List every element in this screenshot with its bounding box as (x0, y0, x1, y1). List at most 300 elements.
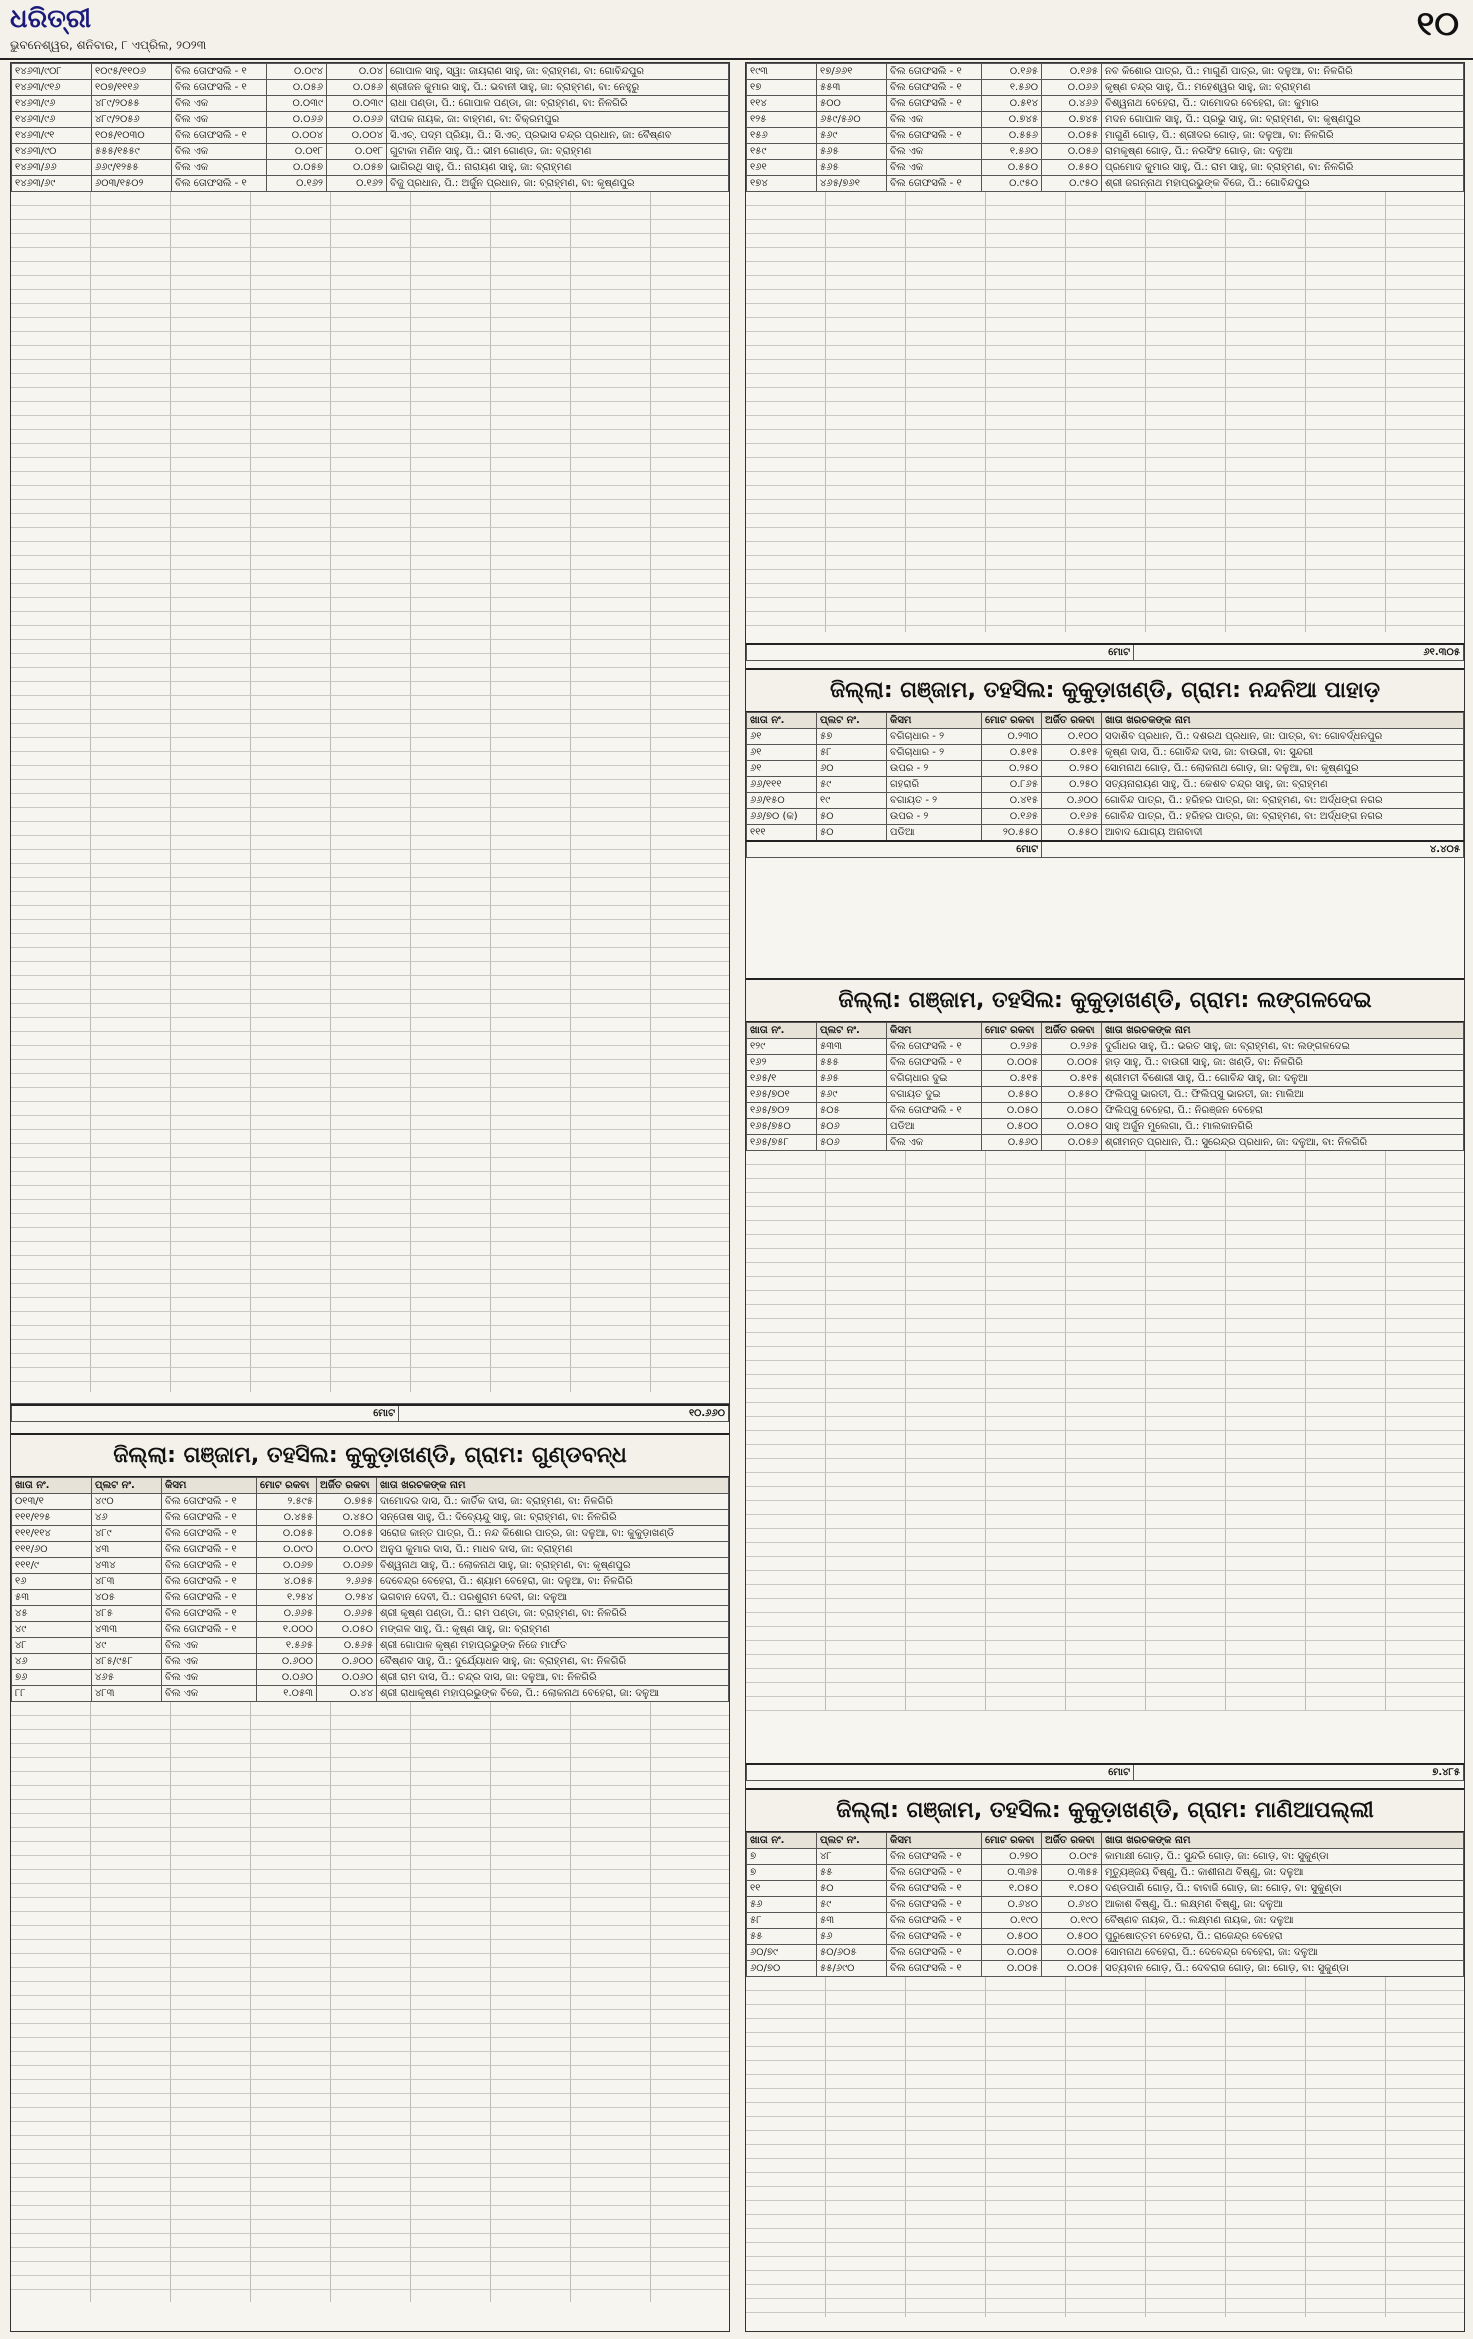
table-cell: ୦.୫୫୬ (982, 128, 1042, 144)
column-header: ମୋଟ ରକବା (982, 1023, 1042, 1039)
table-cell: ୦.୦୯୫ (1042, 1849, 1102, 1865)
table-cell: ୦.୧୬୫ (982, 64, 1042, 80)
table-cell: ସନ୍ତୋଷ ସାହୁ, ପି.: ଦିବ୍ୟେନ୍ଦୁ ସାହୁ, ଜା: ବ୍ରାହ୍ମଣ, ବା: ନିଳଗିରି (377, 1510, 729, 1526)
table-cell: ୦.୧୦୦ (1042, 729, 1102, 745)
table-cell: ୧୪୬୩/୯୧୬ (12, 80, 92, 96)
table-cell: ୦.୦୫୦ (317, 1622, 377, 1638)
left-top-total (11, 1403, 729, 1428)
table-cell: ୫୬ (747, 1897, 817, 1913)
total-value: ୭.୪୮୫ (1134, 1764, 1464, 1781)
table-cell: ୦.୦୫୦ (1042, 1103, 1102, 1119)
table-row (747, 96, 1464, 112)
table-cell: ବିଲ ତୋଫସଲି - ୧ (887, 1103, 982, 1119)
table-cell: ୦.୧୬୫ (1042, 809, 1102, 825)
right-s3-total (746, 1763, 1464, 1783)
table-cell: ୦.୫୬୦ (982, 1135, 1042, 1151)
table-cell: ଶ୍ରୀମନ୍ତ ପ୍ରଧାନ, ପି.: ସୁରେନ୍ଦ୍ର ପ୍ରଧାନ, ଜା: ଦଳୁଆ, ବା: ନିଳଗିରି (1102, 1135, 1464, 1151)
table-cell: ୦.୪୫୦ (317, 1510, 377, 1526)
column-header: ଖାତା ନଂ. (747, 1833, 817, 1849)
table-cell: ୫୬୯ (817, 1087, 887, 1103)
table-cell: ୦.୦୬୦ (317, 1670, 377, 1686)
table-cell: ୦.୦୫୭ (267, 160, 327, 176)
table-cell: ୫୩୩ (817, 1039, 887, 1055)
table-row (747, 729, 1464, 745)
table-cell: ବଗିଚାଧାର - ୨ (887, 729, 982, 745)
table-cell: ୦.୦୯୦ (257, 1542, 317, 1558)
table-cell: ଶ୍ରୀଜନ କୁମାର ସାହୁ, ପି.: ଭବାନୀ ସାହୁ, ଜା: ବ୍ରାହ୍ମଣ, ବା: ନେହୁରୁ (387, 80, 729, 96)
table-cell: ୦.୫୫୦ (1042, 825, 1102, 842)
table-cell: ରାମକୃଷ୍ଣ ଗୋଡ଼, ପି.: ନରସିଂହ ଗୋଡ଼, ଜା: ଦଳୁଆ (1102, 144, 1464, 160)
table-cell: ଶ୍ରୀ ଗୋପାଳ କୃଷ୍ଣ ମହାପ୍ରଭୁଙ୍କ ନିଜେ ମାର୍ଫତ (377, 1638, 729, 1654)
table-cell: ହାଡ଼ ସାହୁ, ପି.: ବାଉରୀ ସାହୁ, ଜା: ଖଣ୍ଡି, ବା: ନିଳଗିରି (1102, 1055, 1464, 1071)
table-row (747, 1087, 1464, 1103)
table-cell: ବଗାୟତ ଦୁଇ (887, 1087, 982, 1103)
table-cell: ୦.୭୫୫ (317, 1494, 377, 1510)
column-header: କିସମ (887, 1833, 982, 1849)
table-cell: ୦.୦୫୦ (1042, 1119, 1102, 1135)
table-cell: ୦.୦୬୭ (317, 1558, 377, 1574)
table-cell: ୧୧୧/୧୨୫ (12, 1510, 92, 1526)
table-row (12, 96, 729, 112)
table-cell: ବିଲ ତୋଫସଲି - ୧ (887, 1961, 982, 1977)
table-cell: ୨୦.୫୫୦ (982, 825, 1042, 842)
table-cell: ୪୮୯/୨୦୫୬ (92, 112, 172, 128)
table-cell: ୦.୧୬୨ (327, 176, 387, 192)
column-header: କିସମ (887, 1023, 982, 1039)
table-cell: ବିଲ ତୋଫସଲି - ୧ (887, 64, 982, 80)
table-row (747, 80, 1464, 96)
table-cell: ୪୮୫/୯୫୮ (92, 1654, 162, 1670)
table-row (747, 777, 1464, 793)
column-header: ଖାତା ନଂ. (747, 713, 817, 729)
column-header: ଖାତା ନଂ. (12, 1478, 92, 1494)
table-cell: ସଦାଶିବ ପ୍ରଧାନ, ପି.: ଦଶରଥ ପ୍ରଧାନ, ଜା: ପାତ୍ର, ବା: ଗୋବର୍ଦ୍ଧନପୁର (1102, 729, 1464, 745)
column-header: ପ୍ଲଟ ନଂ. (817, 1023, 887, 1039)
table-cell: ୪୩ (92, 1542, 162, 1558)
table-cell: ୪୯୦ (92, 1494, 162, 1510)
table-cell: ଦଣ୍ଡପାଣି ଗୋଡ଼, ପି.: ବାବାଜି ଗୋଡ଼, ଜା: ଗୋଡ଼, ବା: ସୁକୁଣ୍ଡା (1102, 1881, 1464, 1897)
table-cell: ୪୮୩ (92, 1574, 162, 1590)
table-cell: ଶ୍ରୀମତୀ ବିଶୋରୀ ସାହୁ, ପି.: ଗୋବିନ୍ଦ ସାହୁ, ଜା: ଦଳୁଆ (1102, 1071, 1464, 1087)
table-row (747, 1945, 1464, 1961)
table-cell: ୪୬ (92, 1510, 162, 1526)
table-cell: ୦.୩୫୫ (1042, 1865, 1102, 1881)
table-cell: ଆକାଶ ବିଷ୍ଣୁ, ପି.: ଲକ୍ଷ୍ମଣ ବିଷ୍ଣୁ, ଜା: ଦଳୁଆ (1102, 1897, 1464, 1913)
table-cell: ୦.୨୬୫ (982, 1039, 1042, 1055)
table-cell: ଶ୍ରୀ ଜଗନ୍ନାଥ ମହାପ୍ରଭୁଙ୍କ ବିଜେ, ପି.: ଗୋବିନ୍ଦପୁର (1102, 176, 1464, 192)
total-value: ୧୦.୬୬୦ (399, 1405, 729, 1422)
table-cell: ୧୧୧/୧୧୪ (12, 1526, 92, 1542)
table-cell: ୦.୫୫୦ (1042, 1087, 1102, 1103)
column-header: ଅର୍ଜିତ ରକବା (1042, 713, 1102, 729)
table-cell: ୪୬ (12, 1654, 92, 1670)
table-cell: ୫୦ (817, 809, 887, 825)
table-cell: ୦.୫୧୫ (1042, 1071, 1102, 1087)
table-cell: ୦.୧୬୨ (267, 176, 327, 192)
table-cell: ଫିଲିପ୍ସୁ ଭାରତୀ, ପି.: ଫିଲିପ୍ସୁ ଭାରତୀ, ଜା: ମାଲିଆ (1102, 1087, 1464, 1103)
table-cell: ୦.୦୫୫ (317, 1526, 377, 1542)
table-cell: ଉପର - ୨ (887, 761, 982, 777)
table-row (12, 1510, 729, 1526)
table-row (12, 160, 729, 176)
total-label: ମୋଟ (12, 1405, 399, 1422)
table-cell: ୦.୭୪୫ (1042, 112, 1102, 128)
table-cell: ୧୪୬୩/୬୬ (12, 160, 92, 176)
table-cell: ୪୦୫ (92, 1590, 162, 1606)
table-row (747, 1135, 1464, 1151)
table-cell: ମଦନ ଗୋପାଳ ସାହୁ, ପି.: ପ୍ରଭୁ ସାହୁ, ଜା: ବ୍ରାହ୍ମଣ, ବା: କୃଷ୍ଣପୁର (1102, 112, 1464, 128)
table-cell: ୦.୮୬୫ (982, 777, 1042, 793)
table-cell: ୦.୬୦୦ (317, 1654, 377, 1670)
table-cell: ୪୮ (817, 1849, 887, 1865)
table-cell: ୫୬୯ (817, 128, 887, 144)
table-row (747, 1119, 1464, 1135)
column-header: ମୋଟ ରକବା (982, 1833, 1042, 1849)
table-cell: ସୋମନାଥ ବେହେରା, ପି.: ଦେବେନ୍ଦ୍ର ବେହେରା, ଜା: ଦଳୁଆ (1102, 1945, 1464, 1961)
table-cell: ୫୯ (817, 1897, 887, 1913)
table-cell: ବିଲ ତୋଫସଲି - ୧ (887, 1945, 982, 1961)
table-cell: ୦.୫୫୦ (982, 1087, 1042, 1103)
table-row (747, 761, 1464, 777)
table-cell: ୧.୦୫୦ (1042, 1881, 1102, 1897)
table-cell: ୧.୨୫୪ (257, 1590, 317, 1606)
table-cell: ୬୧ (747, 729, 817, 745)
table-cell: ଦେବେନ୍ଦ୍ର ବେହେରା, ପି.: ଶ୍ୟାମ ବେହେରା, ଜା: ଦଳୁଆ, ବା: ନିଳଗିରି (377, 1574, 729, 1590)
newspaper-header (0, 0, 1473, 60)
table-cell: ୬୬୯/୧୨୫୫ (92, 160, 172, 176)
table-cell: ବିଲ ତୋଫସଲି - ୧ (887, 1897, 982, 1913)
table-row (12, 128, 729, 144)
table-cell: ବିଲ ତୋଫସଲି - ୧ (172, 80, 267, 96)
table-row (12, 1494, 729, 1510)
table-cell: ୧୬୫/୭୫୦ (747, 1119, 817, 1135)
table-cell: ୫୫ (747, 1929, 817, 1945)
dense-table-rows (746, 1151, 1464, 1711)
table-cell: ଫିଲିପ୍ସୁ ବେହେରା, ପି.: ନିରଞ୍ଜନ ବେହେରା (1102, 1103, 1464, 1119)
table-row (12, 1542, 729, 1558)
table-cell: ବୈଷ୍ଣବ ସାହୁ, ପି.: ଦୁର୍ଯ୍ୟୋଧନ ସାହୁ, ଜା: ବ୍ରାହ୍ମଣ, ବା: ନିଳଗିରି (377, 1654, 729, 1670)
table-cell: ୧୪୬୩/୯୧ (12, 128, 92, 144)
table-cell: ୦.୦୬୬ (1042, 80, 1102, 96)
table-cell: ବିଲ ତୋଫସଲି - ୧ (887, 1055, 982, 1071)
table-cell: ୫୯ (817, 777, 887, 793)
table-cell: ୫୦୬ (817, 1119, 887, 1135)
table-cell: ନବ କିଶୋର ପାତ୍ର, ପି.: ମାଗୁଣି ପାତ୍ର, ଜା: ଦଳୁଆ, ବା: ନିଳଗିରି (1102, 64, 1464, 80)
table-cell: ୦.୫୧୫ (1042, 745, 1102, 761)
table-cell: ଶ୍ରୀ କୃଷ୍ଣ ପଣ୍ଡା, ପି.: ରାମ ପଣ୍ଡା, ଜା: ବ୍ରାହ୍ମଣ, ବା: ନିଳଗିରି (377, 1606, 729, 1622)
table-row (12, 1622, 729, 1638)
table-cell: ୪୯ (92, 1638, 162, 1654)
table-cell: ୧୪୬୩/୯୬ (12, 96, 92, 112)
table-cell: ବିଲ ତୋଫସଲି - ୧ (172, 176, 267, 192)
table-row (747, 825, 1464, 842)
table-cell: ୧.୫୬୦ (982, 80, 1042, 96)
table-cell: ୦.୫୦୦ (982, 1119, 1042, 1135)
table-cell: ୧୭/୬୬୧ (817, 64, 887, 80)
table-cell: ୦.୦୦୫ (1042, 1961, 1102, 1977)
table-cell: ୨.୬୬୫ (317, 1574, 377, 1590)
table-cell: ୦.୦୯୦ (317, 1542, 377, 1558)
table-row (747, 1961, 1464, 1977)
table-cell: ବିଲ ଏକ (162, 1686, 257, 1702)
table-cell: ୦.୦୫୬ (1042, 144, 1102, 160)
table-cell: ବିଲ ତୋଫସଲି - ୧ (162, 1590, 257, 1606)
table-cell: ୧୧୪ (747, 96, 817, 112)
table-cell: ବିଲ ତୋଫସଲି - ୧ (162, 1526, 257, 1542)
page-number: ୧୦ (1416, 4, 1459, 44)
table-cell: ଦୀପକ ନାୟକ, ଜା: ବାହ୍ମଣ, ବା: ବିକ୍ରମପୁର (387, 112, 729, 128)
table-cell: ୦.୯୫୦ (1042, 176, 1102, 192)
table-cell: ୪୬୫ (92, 1670, 162, 1686)
table-row (747, 793, 1464, 809)
table-cell: ୦.୫୬୫ (317, 1638, 377, 1654)
table-row (12, 1590, 729, 1606)
table-cell: ୦.୬୬୫ (317, 1606, 377, 1622)
table-row (747, 64, 1464, 80)
table-cell: ୪୫ (12, 1606, 92, 1622)
column-header: ଅର୍ଜିତ ରକବା (1042, 1833, 1102, 1849)
total-value: ୪.୪୦୫ (1042, 841, 1464, 858)
table-cell: ୪୯ (12, 1622, 92, 1638)
column-header: କିସମ (162, 1478, 257, 1494)
table-cell: ୦.୬୪୦ (982, 1897, 1042, 1913)
table-row (12, 1606, 729, 1622)
table-cell: ୧୬୫/୭୦୨ (747, 1103, 817, 1119)
table-cell: ୦.୦୦୫ (982, 1945, 1042, 1961)
table-cell: ଶ୍ରୀ ରାମ ଦାସ, ପି.: ଚନ୍ଦ୍ର ଦାସ, ଜା: ଦଳୁଆ, ବା: ନିଳଗିରି (377, 1670, 729, 1686)
table-cell: ଦୁର୍ଗାଧର ସାହୁ, ପି.: ଭରତ ସାହୁ, ଜା: ବ୍ରାହ୍ମଣ, ବା: ଲଙ୍ଗଳଦେଇ (1102, 1039, 1464, 1055)
table-cell: ୭ (747, 1865, 817, 1881)
table-cell: ୧୫୯ (747, 144, 817, 160)
table-cell: ୧୫୬ (747, 128, 817, 144)
table-cell: ୧୪୬୩/୯୬ (12, 112, 92, 128)
table-row (747, 1881, 1464, 1897)
table-cell: ଦାମୋଦର ଦାସ, ପି.: କାର୍ତିକ ଦାସ, ଜା: ବ୍ରାହ୍ମଣ, ବା: ନିଳଗିରି (377, 1494, 729, 1510)
table-cell: ୫୦/୬୦୫ (817, 1945, 887, 1961)
table-cell: ୫୮ (747, 1913, 817, 1929)
table-cell: ବିଲ ତୋଫସଲି - ୧ (172, 128, 267, 144)
table-row (747, 112, 1464, 128)
table-cell: ୧୧ (747, 1881, 817, 1897)
table-cell: ୫୩ (817, 1913, 887, 1929)
table-row (12, 64, 729, 80)
right-top-table (746, 63, 1464, 643)
table-cell: ୧୪୬୩/୯୦୮ (12, 64, 92, 80)
table-row (12, 1638, 729, 1654)
table-cell: ୬୦ (817, 761, 887, 777)
table-cell: ୦.୫୧୫ (982, 1071, 1042, 1087)
table-cell: ବିଲ ତୋଫସଲି - ୧ (887, 1865, 982, 1881)
land-table (746, 63, 1464, 192)
table-cell: ୦.୦୩୯ (327, 96, 387, 112)
column-header: ଖାତା ନଂ. (747, 1023, 817, 1039)
table-cell: ଶ୍ରୀ ରାଧାକୃଷ୍ଣ ମହାପ୍ରଭୁଙ୍କ ବିଜେ, ପି.: ଲୋକନାଥ ବେହେରା, ଜା: ଦଳୁଆ (377, 1686, 729, 1702)
table-cell: ସୋମନାଥ ଗୋଡ଼, ପି.: ଲୋକନାଥ ଗୋଡ଼, ଜା: ଦଳୁଆ, ବା: କୃଷ୍ଣପୁର (1102, 761, 1464, 777)
section-nandania-pahad (746, 668, 1464, 968)
table-cell: ୧୨୫ (747, 112, 817, 128)
table-cell: ୦.୦୦୪ (267, 128, 327, 144)
table-cell: ୦.୧୬୫ (1042, 64, 1102, 80)
dense-table-rows (746, 1977, 1464, 2317)
table-cell: ୧୪୬୩/୬୯ (12, 176, 92, 192)
table-cell: ୧୨୯ (747, 1039, 817, 1055)
table-cell: ୦.୫୧୫ (982, 745, 1042, 761)
table-row (12, 112, 729, 128)
total-label: ମୋଟ (747, 1764, 1134, 1781)
table-cell: ୦.୦୧୮ (267, 144, 327, 160)
table-cell: ୦.୩୬୫ (982, 1865, 1042, 1881)
table-cell: ୫୫/୬୯୦ (817, 1961, 887, 1977)
table-row (12, 176, 729, 192)
table-cell: ୧୦୯୫/୧୧୦୬ (92, 64, 172, 80)
column-header: ପ୍ଲଟ ନଂ. (817, 713, 887, 729)
table-cell: ଭାଗିରଥି ସାହୁ, ପି.: ନାରାୟଣ ସାହୁ, ଜା: ବ୍ରାହ୍ମଣ (387, 160, 729, 176)
table-cell: ୬୦୩/୧୫୦୨ (92, 176, 172, 192)
table-cell: ବିଲ ଏକ (162, 1670, 257, 1686)
table-cell: ୦.୬୬୫ (257, 1606, 317, 1622)
table-cell: ବିଜୁ ପ୍ରଧାନ, ପି.: ଅର୍ଜୁନ ପ୍ରଧାନ, ଜା: ବ୍ରାହ୍ମଣ, ବା: କୃଷ୍ଣପୁର (387, 176, 729, 192)
table-cell: ୦.୦୧୮ (327, 144, 387, 160)
table-cell: ୧୬୫/୧ (747, 1071, 817, 1087)
table-cell: ୫୦୦ (817, 96, 887, 112)
table-cell: କାମାକ୍ଷୀ ଗୋଡ଼, ପି.: ସୁନ୍ଦରି ଗୋଡ଼, ଜା: ଗୋଡ଼, ବା: ସୁକୁଣ୍ଡା (1102, 1849, 1464, 1865)
table-cell: ୪୬୫/୭୬୧ (817, 176, 887, 192)
table-cell: ୫୬୫ (817, 144, 887, 160)
section-title: ଜିଲ୍ଲା: ଗଞ୍ଜାମ, ତହସିଲ: କୁକୁଡ଼ାଖଣ୍ଡି, ଗ୍ରାମ: ମାଣିଆପଲ୍ଲୀ (746, 1788, 1464, 1832)
table-cell: ୭ (747, 1849, 817, 1865)
column-header: ଖାତା ଖରଚକଙ୍କ ନାମ (377, 1478, 729, 1494)
table-cell: ବଗାୟତ - ୨ (887, 793, 982, 809)
table-cell: ୦.୫୫୦ (982, 160, 1042, 176)
left-column (10, 62, 730, 2332)
table-cell: ୦.୫୫୦ (1042, 160, 1102, 176)
table-cell: ମଙ୍ଗଳ ସାହୁ, ପି.: କୃଷ୍ଣ ସାହୁ, ଜା: ବ୍ରାହ୍ମଣ (377, 1622, 729, 1638)
table-cell: ୦.୭୪୫ (982, 112, 1042, 128)
table-cell: ବିଲ ତୋଫସଲି - ୧ (162, 1606, 257, 1622)
table-cell: ୦.୨୫୦ (1042, 761, 1102, 777)
table-cell: ୧୬୧ (747, 160, 817, 176)
table-cell: ୫୦୬ (817, 1135, 887, 1151)
table-row (747, 1897, 1464, 1913)
table-cell: ୫୩ (12, 1590, 92, 1606)
table-cell: ୦.୦୦୫ (982, 1055, 1042, 1071)
table-cell: ବିଲ ଏକ (162, 1638, 257, 1654)
total-value: ୬୧.୩୦୫ (1134, 644, 1464, 661)
table-cell: ୦.୪୫୫ (257, 1510, 317, 1526)
table-cell: ୦.୬୦୦ (257, 1654, 317, 1670)
table-cell: ବିଲ ତୋଫସଲି - ୧ (162, 1558, 257, 1574)
table-cell: ବିଲ ଏକ (172, 160, 267, 176)
table-cell: ସାହୁ ଅର୍ଜୁନ ମୁଲେଗା, ପି.: ମାଲକାନଗିରି (1102, 1119, 1464, 1135)
section-title: ଜିଲ୍ଲା: ଗଞ୍ଜାମ, ତହସିଲ: କୁକୁଡ଼ାଖଣ୍ଡି, ଗ୍ରାମ: ଲଙ୍ଗଳଦେଇ (746, 978, 1464, 1022)
table-row (747, 1929, 1464, 1945)
table-cell: ୧.୦୦୦ (257, 1622, 317, 1638)
table-cell: ୦.୪୧୫ (982, 793, 1042, 809)
table-cell: ଅନୁପ କୁମାର ଦାସ, ପି.: ମାଧବ ଦାସ, ଜା: ବ୍ରାହ୍ମଣ (377, 1542, 729, 1558)
table-cell: ୫୬୫ (817, 1071, 887, 1087)
table-cell: ୪୮୯ (92, 1526, 162, 1542)
table-cell: ୦.୧୯୦ (982, 1913, 1042, 1929)
table-cell: ୧୦୫/୧୦୩୦ (92, 128, 172, 144)
table-cell: ୧୪୬୩/୯୦ (12, 144, 92, 160)
column-header: ପ୍ଲଟ ନଂ. (92, 1478, 162, 1494)
table-cell: ୦.୦୫୭ (327, 160, 387, 176)
section-maniapalli (746, 1788, 1464, 2331)
table-cell: ବିଲ ଏକ (887, 112, 982, 128)
total-label: ମୋଟ (747, 644, 1134, 661)
table-cell: ୧.୦୫୩ (257, 1686, 317, 1702)
right-column (745, 62, 1465, 2332)
table-cell: ୦.୦୦୫ (1042, 1055, 1102, 1071)
table-cell: ୧୧୧ (747, 825, 817, 842)
table-row (747, 1849, 1464, 1865)
table-cell: ଗୋପାଳ ସାହୁ, ସ୍ୱା: ଜାୟରାଣ ସାହୁ, ଜା: ବ୍ରାହ୍ମଣ, ବା: ଗୋବିନ୍ଦପୁର (387, 64, 729, 80)
table-cell: ବିଲ ଏକ (162, 1654, 257, 1670)
table-cell: ୦.୨୫୪ (317, 1590, 377, 1606)
table-cell: ୧୬୨ (747, 1055, 817, 1071)
table-cell: ବିଲ ତୋଫସଲି - ୧ (887, 1039, 982, 1055)
table-cell: ବଗିଚାଧାର - ୨ (887, 745, 982, 761)
table-cell: ସତ୍ୟବାନ ଗୋଡ଼, ପି.: ଦେବରାଜ ଗୋଡ଼, ଜା: ଗୋଡ଼, ବା: ସୁକୁଣ୍ଡା (1102, 1961, 1464, 1977)
table-cell: କୃଷ୍ଣ ଚନ୍ଦ୍ର ସାହୁ, ପି.: ମହେଶ୍ୱର ସାହୁ, ଜା: ବ୍ରାହ୍ମଣ (1102, 80, 1464, 96)
land-table (11, 1477, 729, 1702)
table-cell: ସି.ଏଚ୍. ପଦ୍ମ ପ୍ରିୟା, ପି.: ସି.ଏଚ୍. ପ୍ରଭାସ ଚନ୍ଦ୍ର ପ୍ରଧାନ, ଜା: ବୈଷ୍ଣବ (387, 128, 729, 144)
table-cell: ୬୬/୭୦ (କ) (747, 809, 817, 825)
table-cell: ବିଲ ତୋଫସଲି - ୧ (887, 1929, 982, 1945)
table-cell: ମାଗୁଣି ଗୋଡ଼, ପି.: ଶ୍ରୀଦର ଗୋଡ଼, ଜା: ଦଳୁଆ, ବା: ନିଳଗିରି (1102, 128, 1464, 144)
table-cell: ୦.୦୫୬ (1042, 1135, 1102, 1151)
table-cell: ୦.୧୯୦ (1042, 1913, 1102, 1929)
table-cell: ୧.୦୫୦ (982, 1881, 1042, 1897)
table-cell: ୫୦ (817, 1881, 887, 1897)
table-row (747, 1055, 1464, 1071)
table-cell: ୪.୦୫୫ (257, 1574, 317, 1590)
table-cell: ସତ୍ୟନାରାୟଣ ସାହୁ, ପି.: କେଶବ ଚନ୍ଦ୍ର ସାହୁ, ଜା: ବ୍ରାହ୍ମଣ (1102, 777, 1464, 793)
table-cell: ବିଲ ତୋଫସଲି - ୧ (887, 1849, 982, 1865)
section-title: ଜିଲ୍ଲା: ଗଞ୍ଜାମ, ତହସିଲ: କୁକୁଡ଼ାଖଣ୍ଡି, ଗ୍ରାମ: ଗୁଣ୍ଡବନ୍ଧ (11, 1433, 729, 1477)
table-cell: ଗୋବିନ୍ଦ ପାତ୍ର, ପି.: ହରିହର ପାତ୍ର, ଜା: ବ୍ରାହ୍ମଣ, ବା: ଅର୍ଦ୍ଧଙ୍ଗ ନଗର (1102, 793, 1464, 809)
table-cell: ୧୭ (747, 80, 817, 96)
table-cell: ବିଲ ତୋଫସଲି - ୧ (887, 1913, 982, 1929)
masthead: ଧରିତ୍ରୀ (10, 4, 92, 34)
table-cell: ୦.୦୬୭ (257, 1558, 317, 1574)
table-cell: ୫୦ (817, 825, 887, 842)
dense-table-rows (11, 1702, 729, 2302)
table-cell: ୬୧ (747, 761, 817, 777)
table-row (12, 1654, 729, 1670)
column-header: ପ୍ଲଟ ନଂ. (817, 1833, 887, 1849)
table-cell: ୦୧୩/୧ (12, 1494, 92, 1510)
table-row (747, 144, 1464, 160)
table-cell: ପଡିଆ (887, 1119, 982, 1135)
table-cell: ବିଲ ତୋଫସଲି - ୧ (162, 1622, 257, 1638)
table-cell: ୦.୪୪ (317, 1686, 377, 1702)
table-row (12, 1558, 729, 1574)
table-cell: ୧୧୧/୬୦ (12, 1542, 92, 1558)
table-cell: ୪୮୫ (92, 1606, 162, 1622)
table-cell: ୧୭୪ (747, 176, 817, 192)
table-cell: ୦.୦୫୬ (267, 80, 327, 96)
table-cell: ବିଲ ତୋଫସଲି - ୧ (162, 1510, 257, 1526)
table-cell: ୦.୨୩୦ (982, 729, 1042, 745)
table-cell: ୦.୨୬୫ (1042, 1039, 1102, 1055)
column-header: ଖାତା ଖରଚକଙ୍କ ନାମ (1102, 713, 1464, 729)
table-row (747, 160, 1464, 176)
table-cell: ରାଧା ପଣ୍ଡା, ପି.: ଗୋପାଳ ପଣ୍ଡା, ଜା: ବ୍ରାହ୍ମଣ, ବା: ନିଳଗିରି (387, 96, 729, 112)
table-cell: ବିଲ ତୋଫସଲି - ୧ (887, 80, 982, 96)
table-cell: ୫୮ (817, 745, 887, 761)
table-cell: ୦.୬୪୦ (1042, 1897, 1102, 1913)
